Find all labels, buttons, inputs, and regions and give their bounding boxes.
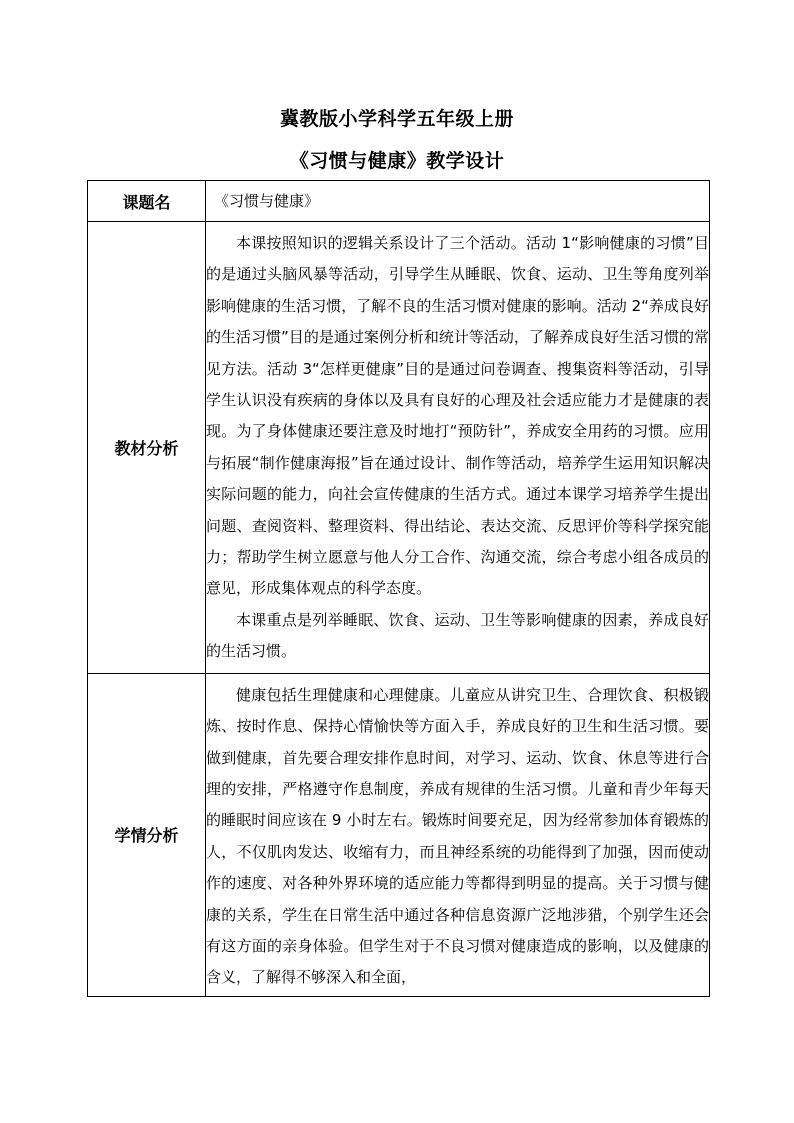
table-row-topic	[88, 181, 710, 222]
row-content-textbook-analysis	[206, 222, 710, 674]
document-title: 冀教版小学科学五年级上册	[279, 108, 514, 130]
row-content-topic	[206, 181, 710, 222]
table-row-textbook-analysis	[88, 222, 710, 674]
paragraph: 本课重点是列举睡眠、饮食、运动、卫生等影响健康的因素，养成良好的生活习惯。	[206, 610, 709, 661]
row-label-topic: 课题名	[88, 181, 206, 222]
row-content-learner-analysis	[206, 673, 710, 996]
paragraph: 健康包括生理健康和心理健康。儿童应从讲究卫生、合理饮食、积极锻炼、按时作息、保持心情愉快等方面入手，养成良好的卫生和生活习惯。要做到健康，首先要合理安排作息时间，对学习、运动、饮食、休息等进行合理的安排，严格遵守作息制度，养成有规律的生活习惯。儿童和青少年每天的睡眠时间应该在 9 小时左右。锻炼时间要充足，因为经常参加体育锻炼的人，不仅肌肉发达、收缩有力，而且神经系统的功能得到了加强，因而使动作的速度、对各种外界环境的适应能力等都得到明显的提高。关于习惯与健康的关系，学生在日常生活中通过各种信息资源广泛地涉猎，个别学生还会有这方面的亲身体验。但学生对于不良习惯对健康造成的影响，以及健康的含义，了解得不够深入和全面，	[206, 685, 709, 987]
lesson-design-table	[87, 180, 710, 997]
row-label-textbook-analysis: 教材分析	[88, 222, 206, 674]
paragraph: 本课按照知识的逻辑关系设计了三个活动。活动 1“影响健康的习惯”目的是通过头脑风暴等活动，引导学生从睡眠、饮食、运动、卫生等角度列举影响健康的生活习惯，了解不良的生活习惯对健康的影响。活动 2“养成良好的生活习惯”目的是通过案例分析和统计等活动，了解养成良好生活习惯的常见方法。活动 3“怎样更健康”目的是通过问卷调查、搜集资料等活动，引导学生认识没有疾病的身体以及具有良好的心理及社会适应能力才是健康的表现。为了身体健康还要注意及时地打“预防针”，养成安全用药的习惯。应用与拓展“制作健康海报”旨在通过设计、制作等活动，培养学生运用知识解决实际问题的能力，向社会宣传健康的生活方式。通过本课学习培养学生提出问题、查阅资料、整理资料、得出结论、表达交流、反思评价等科学探究能力；帮助学生树立愿意与他人分工合作、沟通交流，综合考虑小组各成员的意见，形成集体观点的科学态度。	[206, 234, 709, 598]
row-label-learner-analysis: 学情分析	[88, 673, 206, 996]
document-subtitle: 《习惯与健康》教学设计	[289, 150, 505, 172]
table-row-learner-analysis	[88, 673, 710, 996]
topic-text: 《习惯与健康》	[214, 192, 320, 210]
